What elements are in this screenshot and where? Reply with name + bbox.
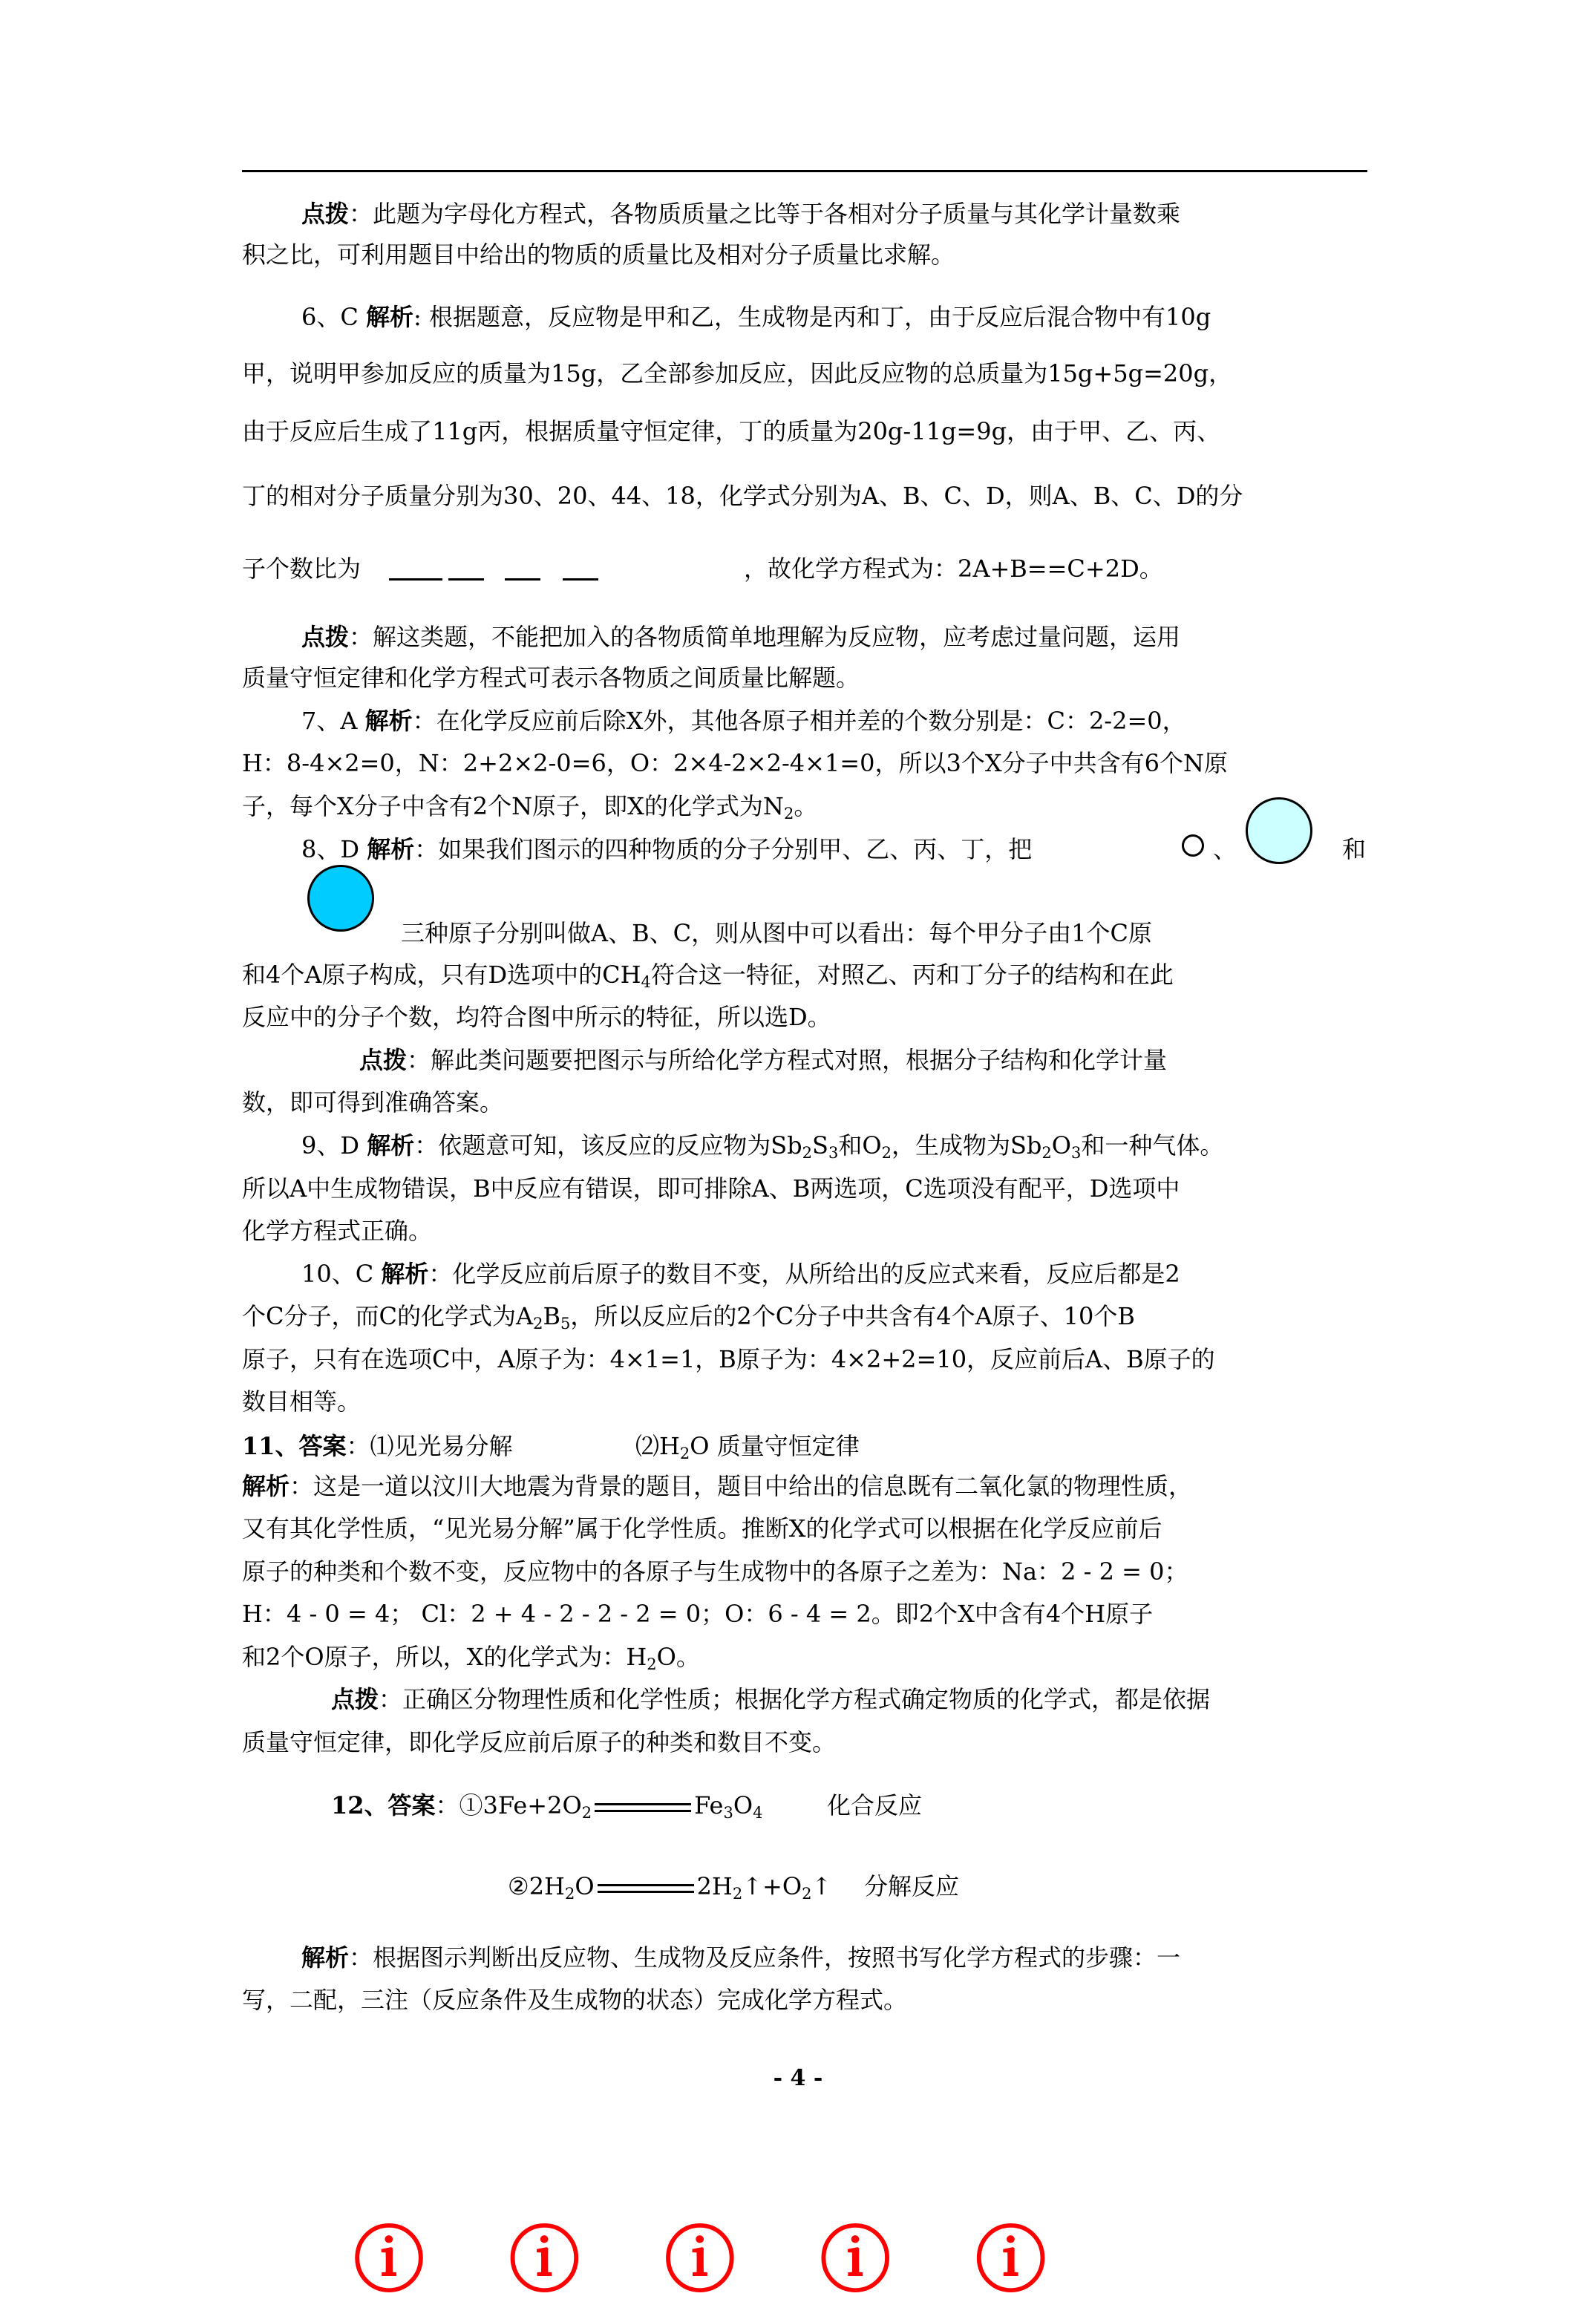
q7-line: H：8-4×2=0，N：2+2×2-0=6，O：2×4-2×2-4×1=0，所以3个X分子中共含有6个N原 [242, 749, 1228, 777]
q11-answer: 11、答案：⑴见光易分解 [242, 1432, 513, 1460]
q9-line: 化学方程式正确。 [242, 1217, 433, 1245]
q12-eq1: 12、答案：$①3Fe+2O_2$ $Fe_3O_4$ [331, 1791, 763, 1822]
atom-small-circle [1182, 834, 1204, 857]
fraction-bar [563, 578, 598, 581]
q6-line: 丁的相对分子质量分别为30、20、44、18，化学式分别为A、B、C、D，则A、B、C、D的分 [242, 482, 1243, 510]
q7-line: 7、A 解析：在化学反应前后除X外，其他各原子相并差的个数分别是：C：2-2=0， [301, 707, 1186, 735]
header-rule [242, 170, 1367, 172]
atom-blue-circle [307, 865, 374, 932]
q6-line: 子个数比为 [242, 555, 362, 583]
reaction-equals-sign [595, 1803, 691, 1812]
reaction-equals-sign [598, 1884, 694, 1893]
q11-line: 原子的种类和个数不变，反应物中的各原子与生成物中的各原子之差为：Na：2 - 2 = 0； [242, 1557, 1188, 1586]
q11-line: 又有其化学性质，“见光易分解”属于化学性质。推断X的化学式可以根据在化学反应前后 [242, 1514, 1162, 1543]
q6-line: 由于反应后生成了11g丙，根据质量守恒定律，丁的质量为20g-11g=9g，由于甲、乙、丙、 [242, 417, 1221, 445]
hint-line: 积之比，可利用题目中给出的物质的质量比及相对分子质量比求解。 [242, 241, 955, 269]
q11-line: 和2个O原子，所以，X的化学式为：$H_2O$。 [242, 1643, 700, 1673]
q11-line: 解析：这是一道以汶川大地震为背景的题目，题目中给出的信息既有二氧化氯的物理性质， [242, 1472, 1193, 1500]
hint-line: 点拨：此题为字母化方程式，各物质质量之比等于各相对分子质量与其化学计量数乘 [301, 200, 1181, 228]
q11-answer: $⑵H_2O$ 质量守恒定律 [635, 1432, 860, 1462]
q8-line: 8、D 解析：如果我们图示的四种物质的分子分别甲、乙、丙、丁，把 [301, 835, 1033, 863]
q8-line: 和 [1342, 835, 1367, 863]
q6-line: 6、C 解析: 根据题意，反应物是甲和乙，生成物是丙和丁，由于反应后混合物中有10g [301, 303, 1211, 331]
q8-line: 、 [1213, 835, 1237, 863]
q12-eq1-type: 化合反应 [827, 1791, 923, 1819]
q12-line: 写，二配，三注（反应条件及生成物的状态）完成化学方程式。 [242, 1986, 908, 2014]
hint-line: 点拨：解这类题，不能把加入的各物质简单地理解为反应物，应考虑过量问题，运用 [301, 623, 1181, 651]
q8-line: 三种原子分别叫做A、B、C，则从图中可以看出：每个甲分子由1个C原 [401, 919, 1152, 947]
page-number: - 4 - [773, 2065, 823, 2091]
q6-line: 甲，说明甲参加反应的质量为15g，乙全部参加反应，因此反应物的总质量为15g+5g=20g， [242, 359, 1233, 388]
fraction-bar [448, 578, 484, 581]
q9-line: 所以A中生成物错误，B中反应有错误，即可排除A、B两选项，C选项没有配平，D选项中 [242, 1174, 1180, 1203]
q11-line: H：4 - 0 = 4； Cl：2 + 4 - 2 - 2 - 2 = 0；O：6 - 4 = 2。即2个X中含有4个H原子 [242, 1600, 1154, 1628]
q10-line: 10、C 解析：化学反应前后原子的数目不变，从所给出的反应式来看，反应后都是2 [301, 1260, 1180, 1288]
q10-line: 个C分子，而C的化学式为$A_2B_5$，所以反应后的2个C分子中共含有4个A原子、10个B [242, 1302, 1135, 1333]
hint-line: 质量守恒定律，即化学反应前后原子的种类和数目不变。 [242, 1728, 837, 1756]
q12-eq2: $②2H_2O$ $2H_2↑+O_2↑$ [508, 1872, 832, 1903]
hint-line: 点拨：解此类问题要把图示与所给化学方程式对照，根据分子结构和化学计量 [359, 1046, 1168, 1074]
q9-line: 9、D 解析：依题意可知，该反应的反应物为$Sb_2S_3$和$O_2$，生成物为$Sb_2O_3$和一种气体。 [301, 1131, 1224, 1162]
hint-line: 点拨：正确区分物理性质和化学性质；根据化学方程式确定物质的化学式，都是依据 [331, 1685, 1211, 1713]
fraction-bar [505, 578, 540, 581]
q12-eq2-type: 分解反应 [864, 1872, 960, 1900]
q6-line: ，故化学方程式为：2A+B==C+2D。 [744, 555, 1163, 583]
q12-line: 解析：根据图示判断出反应物、生成物及反应条件，按照书写化学方程式的步骤：一 [301, 1943, 1181, 1972]
q8-line: 反应中的分子个数，均符合图中所示的特征，所以选D。 [242, 1003, 831, 1031]
fraction-bar [389, 578, 442, 581]
q7-line: 子，每个X分子中含有2个N原子，即X的化学式为$N_2$。 [242, 792, 818, 823]
q8-line: 和4个A原子构成，只有D选项中的$CH_4$符合这一特征，对照乙、丙和丁分子的结构和在此 [242, 961, 1174, 991]
hint-line: 数，即可得到准确答案。 [242, 1088, 504, 1116]
red-banner-text: ⓘ ⓘ ⓘ ⓘ ⓘ [353, 2219, 1076, 2302]
q10-line: 原子，只有在选项C中，A原子为：4×1=1，B原子为：4×2+2=10，反应前后A、B原子的 [242, 1345, 1215, 1373]
atom-lightblue-circle [1246, 797, 1312, 864]
q10-line: 数目相等。 [242, 1387, 362, 1416]
hint-line: 质量守恒定律和化学方程式可表示各物质之间质量比解题。 [242, 664, 860, 692]
